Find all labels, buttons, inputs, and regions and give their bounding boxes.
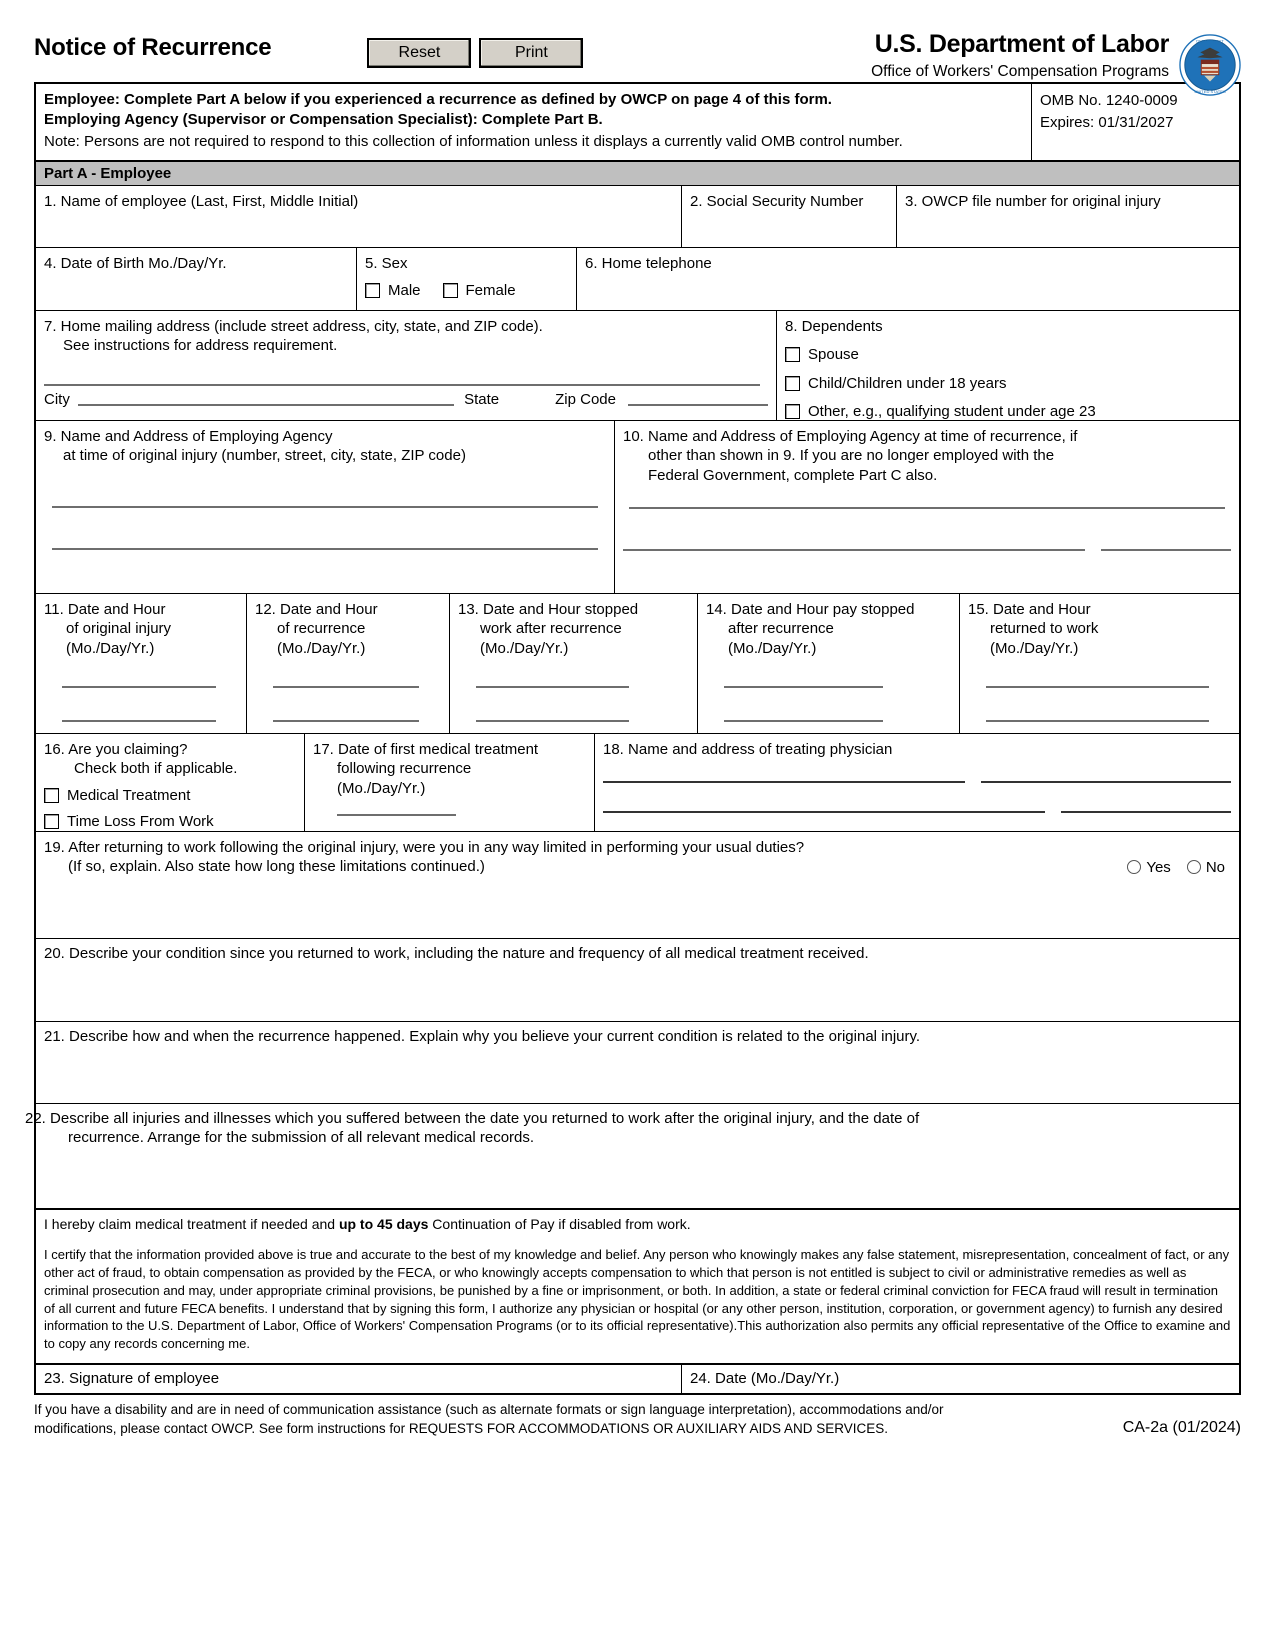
address-street-rule[interactable] [44,384,760,386]
row-describe-injuries[interactable] [25,1104,1239,1210]
row-address-dependents [36,311,1239,421]
field-date-of-birth[interactable] [36,248,356,310]
physician-rule-2a[interactable] [603,811,1045,813]
instruction-agency: Employing Agency (Supervisor or Compensation Specialist): Complete Part B. [44,110,603,128]
field-agency-recurrence-label-1: 10. Name and Address of Employing Agency at time of recurrence, if [623,427,1078,445]
field-first-treatment-label-1: 17. Date of first medical treatment [313,740,539,758]
field-agency-recurrence-label-3: Federal Government, complete Part C also. [648,466,938,484]
field-home-telephone[interactable] [576,248,1239,310]
certification-lead [44,1216,1231,1232]
field-14-line1: Date and Hour pay stopped [731,600,915,618]
checkbox-time-loss[interactable] [44,814,59,829]
certification-lead-bold: up to 45 days [338,1215,429,1232]
field-date-stopped-work[interactable] [449,594,697,733]
field-15-line3: (Mo./Day/Yr.) [990,639,1079,657]
row-describe-recurrence[interactable] [36,1022,1239,1104]
checkbox-dependent-other-label: Other, e.g., qualifying student under age 23 [808,403,1096,421]
field-dependents [776,311,1239,420]
row-dob-sex-phone [36,248,1239,311]
field-first-medical-treatment-date[interactable] [304,734,594,831]
certification-block [34,1210,1241,1364]
signature-row [34,1363,1241,1395]
field-17-rule[interactable] [337,814,456,816]
page-title: Notice of Recurrence [34,34,272,61]
field-home-address-label-2: See instructions for address requirement. [63,337,338,355]
row-claiming-treatment-physician [36,734,1239,832]
field-12-line2: of recurrence [277,620,366,638]
field-date-recurrence[interactable] [246,594,449,733]
field-home-mailing-address[interactable] [36,311,776,420]
field-sex-label: 5. Sex [365,254,408,272]
agency9-rule-2[interactable] [52,548,598,550]
field-state-label: State [464,390,500,408]
field-agency-original-label-1: 9. Name and Address of Employing Agency [44,427,333,445]
field-14-line3: (Mo./Day/Yr.) [728,639,817,657]
field-12-number: 12. [255,600,276,618]
checkbox-dependent-other[interactable] [785,404,800,419]
row-dates-11-15 [36,594,1239,734]
physician-rule-1a[interactable] [603,781,965,783]
field-date-pay-stopped[interactable] [697,594,959,733]
field-claiming-label-2: Check both if applicable. [74,760,238,778]
instruction-note: Note: Persons are not required to respond to this collection of information unless it displays a currently valid OMB control number. [44,132,903,150]
field-11-number: 11. [44,600,64,618]
field-agency-at-recurrence[interactable] [614,421,1239,593]
field-home-address-label-1: 7. Home mailing address (include street address, city, state, and ZIP code). [44,317,543,335]
field-owcp-file-number-label: 3. OWCP file number for original injury [905,192,1161,210]
checkbox-sex-female[interactable] [443,283,458,298]
instructions-text [36,84,1031,160]
field-signature[interactable] [36,1365,681,1393]
checkbox-dependent-spouse[interactable] [785,347,800,362]
field-agency-recurrence-label-2: other than shown in 9. If you are no longer employed with the [648,447,1055,465]
checkbox-dependent-spouse-row[interactable] [785,345,1231,365]
field-12-line1: Date and Hour [280,600,378,618]
field-date-original-injury[interactable] [36,594,246,733]
radio-limited-duties-no[interactable] [1187,860,1201,874]
field-treating-physician[interactable] [594,734,1239,831]
field-13-rule-hour[interactable] [476,720,629,722]
svg-text:DEPARTMENT: DEPARTMENT [1196,38,1224,44]
field-ssn[interactable] [681,186,896,247]
field-11-rule-date[interactable] [62,686,216,688]
field-limited-duties-label-1: 19. After returning to work following the original injury, were you in any way limited in performing your usual duties? [44,838,805,856]
reset-button[interactable]: Reset [367,38,471,68]
checkbox-medical-treatment[interactable] [44,788,59,803]
field-15-line2: returned to work [990,620,1099,638]
field-first-treatment-label-3: (Mo./Day/Yr.) [337,779,426,797]
row-limited-duties [36,832,1239,939]
field-date-of-birth-label: 4. Date of Birth Mo./Day/Yr. [44,254,227,272]
field-limited-duties-label-2: (If so, explain. Also state how long these limitations continued.) [68,858,485,876]
field-dependents-label: 8. Dependents [785,317,883,335]
omb-number: OMB No. 1240-0009 [1040,92,1178,109]
radio-limited-duties-no-label: No [1205,858,1225,876]
field-limited-duties[interactable] [36,832,1239,938]
checkbox-medical-treatment-label: Medical Treatment [67,786,191,804]
omb-expiration: Expires: 01/31/2027 [1040,113,1174,131]
field-12-rule-hour[interactable] [273,720,419,722]
field-14-number: 14. [706,600,727,618]
field-city-label: City [44,390,70,408]
field-15-number: 15. [968,600,989,618]
field-11-rule-hour[interactable] [62,720,216,722]
agency9-rule-1[interactable] [52,506,598,508]
checkbox-dependent-child-row[interactable] [785,374,1231,394]
accommodation-notice-line-1: If you have a disability and are in need of communication assistance (such as alternate formats or sign language interpretation), accommodations and/or [34,1402,944,1418]
accommodation-notice-line-2: modifications, please contact OWCP. See form instructions for REQUESTS FOR ACCOMMODATIONS OR AUXILIARY AIDS AND SERVICES. [34,1421,889,1437]
field-ssn-label: 2. Social Security Number [690,192,864,210]
svg-text:UNITED STATES: UNITED STATES [1194,89,1226,95]
field-employee-name-label: 1. Name of employee (Last, First, Middle Initial) [44,192,359,210]
field-signature-label: 23. Signature of employee [44,1370,220,1388]
field-11-line2: of original injury [66,620,172,638]
field-13-number: 13. [458,600,479,618]
field-14-rule-hour[interactable] [724,720,883,722]
field-14-line2: after recurrence [728,620,834,638]
field-15-rule-hour[interactable] [986,720,1209,722]
part-a-header: Part A - Employee [34,160,1241,186]
instruction-employee: Employee: Complete Part A below if you experienced a recurrence as defined by OWCP on page 4 of this form. [44,91,832,108]
field-12-rule-date[interactable] [273,686,419,688]
form-header [34,0,1241,95]
agency10-rule-2b[interactable] [1101,549,1231,551]
checkbox-dependent-child-label: Child/Children under 18 years [808,374,1007,392]
instructions-block [34,82,1241,160]
field-describe-injuries-label-2: recurrence. Arrange for the submission of all relevant medical records. [68,1129,535,1147]
radio-limited-duties-yes-label: Yes [1146,858,1171,876]
checkbox-time-loss-row[interactable] [44,812,296,832]
checkbox-time-loss-label: Time Loss From Work [67,813,214,831]
field-claiming [36,734,304,831]
field-14-rule-date[interactable] [724,686,883,688]
field-first-treatment-label-2: following recurrence [337,760,472,778]
field-12-line3: (Mo./Day/Yr.) [277,639,366,657]
checkbox-dependent-other-row[interactable] [785,402,1231,422]
field-15-rule-date[interactable] [986,686,1209,688]
agency-name: U.S. Department of Labor [874,30,1169,58]
form-number: CA-2a (01/2024) [1122,1419,1241,1437]
field-13-line3: (Mo./Day/Yr.) [480,639,569,657]
checkbox-sex-male-label: Male [388,282,421,300]
row-describe-condition[interactable] [36,939,1239,1022]
field-employee-name[interactable] [36,186,681,247]
field-describe-injuries-label-1: 22. Describe all injuries and illnesses which you suffered between the date you returned to work after the original injury, and the date of [25,1109,920,1127]
field-13-line2: work after recurrence [480,620,622,638]
field-15-line1: Date and Hour [993,600,1091,618]
field-claiming-label-1: 16. Are you claiming? [44,740,188,758]
certification-body: I certify that the information provided above is true and accurate to the best of my knowledge and belief. Any person who knowingly makes any false statement, misrepresentation, concealment of fact, or any other act of fraud, to obtain compensation as provided by the FECA, or who knowingly accepts compensation to which that person is not entitled is subject to civil or administrative remedies as well as criminal prosecution and may, under appropriate criminal provisions, be punished by a fine or imprisonment, or both. In addition, a state or federal criminal conviction for FECA fraud will result in termination of all current and future FECA benefits. I understand that by signing this form, I authorize any physician or hospital (or any other person, institution, corporation, or government agency) to furnish any desired information to the U.S. Department of Labor, Office of Workers' Compensation Programs (or to its official representative).This authorization also permits any official representative of the Office to examine and to copy any records concerning me. [44,1246,1231,1352]
print-button[interactable]: Print [479,38,583,68]
checkbox-sex-male[interactable] [365,283,380,298]
field-13-rule-date[interactable] [476,686,629,688]
field-treating-physician-label: 18. Name and address of treating physician [603,740,893,758]
field-sex [356,248,576,310]
row-name-ssn-file [36,186,1239,248]
field-date-returned-work[interactable] [959,594,1239,733]
radio-limited-duties-yes[interactable] [1127,860,1141,874]
physician-rule-2b[interactable] [1061,811,1231,813]
toolbar [367,26,583,68]
omb-block [1031,84,1239,160]
agency10-rule-1[interactable] [629,507,1225,509]
field-agency-original-label-2: at time of original injury (number, street, city, state, ZIP code) [63,447,466,465]
physician-rule-1b[interactable] [981,781,1231,783]
field-signature-date-label: 24. Date (Mo./Day/Yr.) [690,1370,840,1388]
checkbox-sex-female-label: Female [465,282,516,300]
field-signature-date[interactable] [681,1365,1239,1393]
agency-block [871,26,1179,81]
field-owcp-file-number[interactable] [896,186,1239,247]
field-zip-label: Zip Code [555,390,616,408]
part-a-grid [25,186,1241,1210]
field-describe-recurrence-label: 21. Describe how and when the recurrence happened. Explain why you believe your current condition is related to the original injury. [44,1027,921,1045]
certification-lead-post: Continuation of Pay if disabled from work. [428,1215,691,1232]
accommodation-notice [34,1401,1103,1439]
form-footer [34,1395,1241,1439]
field-11-line1: Date and Hour [67,600,166,618]
checkbox-dependent-child[interactable] [785,376,800,391]
field-11-line3: (Mo./Day/Yr.) [66,639,155,657]
agency10-rule-2a[interactable] [623,549,1085,551]
field-home-telephone-label: 6. Home telephone [585,254,712,272]
checkbox-medical-treatment-row[interactable] [44,786,296,806]
agency-subtitle: Office of Workers' Compensation Programs [871,63,1169,80]
checkbox-dependent-spouse-label: Spouse [808,346,859,364]
field-agency-original-injury[interactable] [36,421,614,593]
row-employing-agency [36,421,1239,594]
field-describe-condition-label: 20. Describe your condition since you returned to work, including the nature and frequency of all medical treatment received. [44,944,869,962]
certification-lead-pre: I hereby claim medical treatment if needed and [44,1215,339,1232]
field-13-line1: Date and Hour stopped [483,600,639,618]
